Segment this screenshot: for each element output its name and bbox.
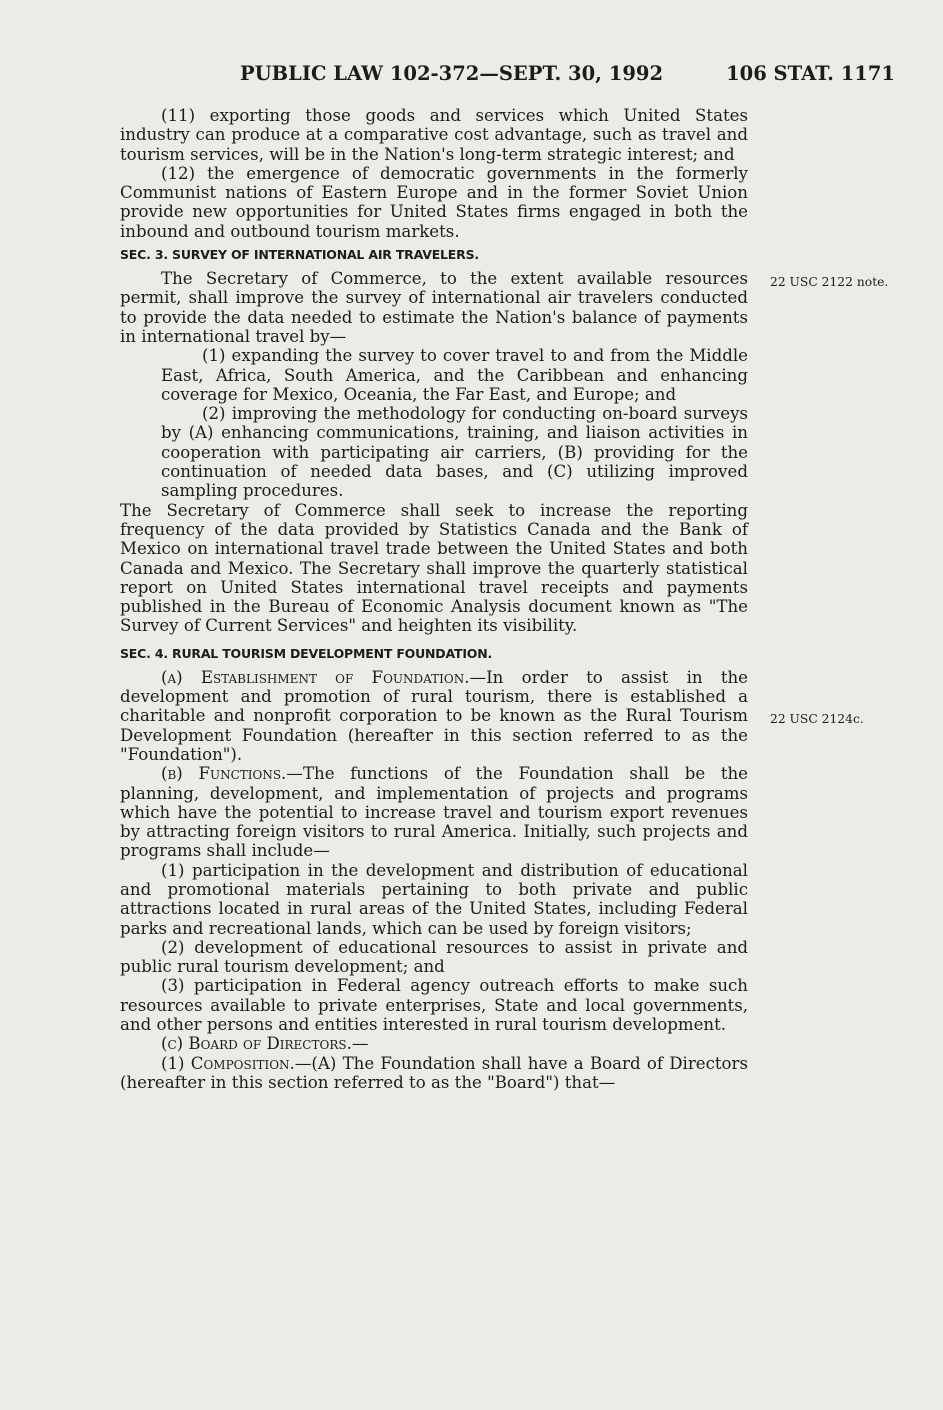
composition-label: (1) Composition. — [161, 1053, 295, 1073]
running-head — [120, 62, 895, 88]
section-4-heading: SEC. 4. RURAL TOURISM DEVELOPMENT FOUNDATION. — [120, 645, 492, 661]
section-4-subsection-b — [120, 764, 748, 860]
subsection-c-dash: — — [351, 1034, 369, 1054]
section-3-item-1: (1) expanding the survey to cover travel to and from the Middle East, Africa, South America, and the Caribbean and enhancing coverage for Mexico, Oceania, the Far East, and Europe; and — [161, 346, 748, 404]
section-4-b-item-3: (3) participation in Federal agency outreach efforts to make such resources available to private enterprises, State and local governments, and other persons and entities interested in rural tourism development. — [120, 976, 748, 1035]
subsection-a-text: —In order to assist in the development and promotion of rural tourism, there is established a charitable and nonprofit corporation to be known as the Rural Tourism Development Foundation (hereafter in this section referred to as the "Foundation"). — [120, 667, 749, 764]
section-3-item-2: (2) improving the methodology for conducting on-board surveys by (A) enhancing communications, training, and liaison activities in cooperation with participating air carriers, (B) providing for the continuation of needed data bases, and (C) utilizing improved sampling procedures. — [161, 404, 748, 501]
section-4-subsection-a — [120, 668, 748, 764]
stat-citation: 106 STAT. 1171 — [726, 62, 895, 85]
composition-text: —(A) The Foundation shall have a Board of Directors (hereafter in this section referred to as the "Board") that— — [120, 1053, 748, 1092]
section-4-b-item-2: (2) development of educational resources to assist in private and public rural tourism development; and — [120, 937, 748, 977]
margin-note-usc-2122: 22 USC 2122 note. — [770, 275, 889, 289]
section-4-subsection-c — [120, 1034, 748, 1053]
section-3-closing: The Secretary of Commerce shall seek to increase the reporting frequency of the data provided by Statistics Canada and the Bank of Mexico on international travel trade between the United States and both Canada and Mexico. The Secretary shall improve the quarterly statistical report on United States international travel receipts and payments published in the Bureau of Economic Analysis document known as "The Survey of Current Services" and heighten its visibility. — [120, 500, 748, 636]
subsection-c-label: (c) Board of Directors. — [161, 1034, 352, 1054]
margin-note-usc-2124c: 22 USC 2124c. — [770, 712, 864, 726]
subsection-a-label: (a) Establishment of Foundation. — [161, 667, 470, 687]
subsection-b-text: —The functions of the Foundation shall be the planning, development, and implementation of projects and programs which have the potential to increase travel and tourism export revenues by attracting foreign visitors to rural America. Initially, such projects and programs shall include— — [120, 764, 749, 861]
section-3-heading: SEC. 3. SURVEY OF INTERNATIONAL AIR TRAVELERS. — [120, 247, 479, 263]
law-title: PUBLIC LAW 102-372—SEPT. 30, 1992 — [240, 62, 664, 85]
paragraph-12: (12) the emergence of democratic governments in the formerly Communist nations of Eastern Europe and in the former Soviet Union provide new opportunities for United States firms engaged in both the inbound and outbound tourism markets. — [120, 163, 748, 241]
section-3-intro: The Secretary of Commerce, to the extent available resources permit, shall improve the survey of international air travelers conducted to provide the data needed to estimate the Nation's balance of payments in international travel by— — [120, 269, 748, 346]
subsection-b-label: (b) Functions. — [161, 764, 287, 784]
section-4-c-item-1 — [79, 1054, 748, 1093]
paragraph-11: (11) exporting those goods and services which United States industry can produce at a comparative cost advantage, such as travel and tourism services, will be in the Nation's long-term strategic interest; and — [120, 106, 748, 164]
section-4-b-item-1: (1) participation in the development and distribution of educational and promotional materials pertaining to both private and public attractions located in rural areas of the United States, including Federal parks and recreational lands, which can be used by foreign visitors; — [120, 860, 748, 938]
document-body — [120, 106, 748, 1092]
